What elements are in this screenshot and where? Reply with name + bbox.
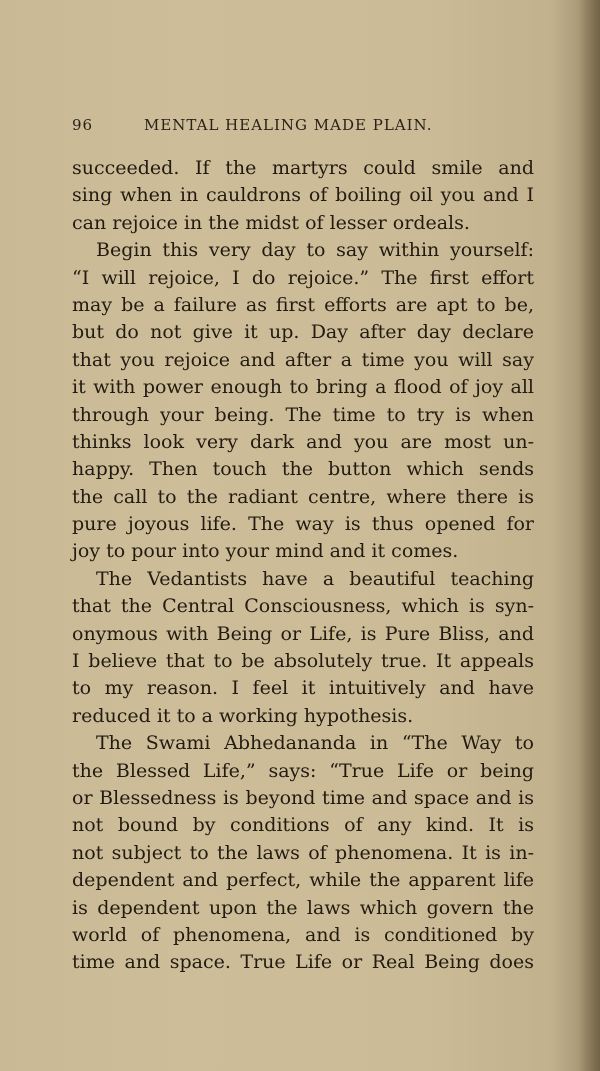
text-line: pure joyous life. The way is thus opened for xyxy=(72,513,534,536)
text-line: but do not give it up. Day after day declare xyxy=(72,321,534,344)
text-line: onymous with Being or Life, is Pure Bliss, and xyxy=(72,622,534,645)
text-line: dependent and perfect, while the apparent life xyxy=(72,869,534,892)
text-line: may be a failure as first efforts are apt to be, xyxy=(72,293,534,316)
running-title: MENTAL HEALING MADE PLAIN. xyxy=(144,116,433,134)
text-line: that you rejoice and after a time you will say xyxy=(72,348,534,371)
page-number: 96 xyxy=(72,116,94,134)
text-line: or Blessedness is beyond time and space and is xyxy=(72,786,534,809)
text-line: thinks look very dark and you are most un- xyxy=(72,430,534,453)
text-line: can rejoice in the midst of lesser ordeals. xyxy=(72,211,470,234)
running-head xyxy=(72,114,542,140)
text-line: “I will rejoice, I do rejoice.” The first effort xyxy=(72,266,534,289)
text-line: through your being. The time to try is when xyxy=(72,403,534,426)
text-line: is dependent upon the laws which govern the xyxy=(72,896,534,919)
text-line: world of phenomena, and is conditioned by xyxy=(72,923,534,946)
page-edge-shadow xyxy=(578,0,600,1071)
body-text xyxy=(72,155,534,977)
text-line: time and space. True Life or Real Being does xyxy=(72,951,534,974)
text-line: happy. Then touch the button which sends xyxy=(72,458,534,481)
paragraph-first-line: The Vedantists have a beautiful teaching xyxy=(96,567,534,590)
text-line: succeeded. If the martyrs could smile and xyxy=(72,157,534,179)
text-line: that the Central Consciousness, which is syn- xyxy=(72,595,534,618)
paragraph-first-line: The Swami Abhedananda in “The Way to xyxy=(96,732,534,755)
text-line: it with power enough to bring a flood of joy all xyxy=(72,376,534,399)
text-line: sing when in cauldrons of boiling oil you and I xyxy=(72,184,534,207)
paragraph-first-line: Begin this very day to say within yourself: xyxy=(96,239,534,262)
text-line: joy to pour into your mind and it comes. xyxy=(72,540,459,563)
text-line: not bound by conditions of any kind. It is xyxy=(72,814,534,837)
text-line: the call to the radiant centre, where there is xyxy=(72,485,534,508)
text-line: not subject to the laws of phenomena. It is in- xyxy=(72,841,534,864)
text-line: to my reason. I feel it intuitively and have xyxy=(72,677,534,700)
text-line: reduced it to a working hypothesis. xyxy=(72,704,414,727)
text-line: the Blessed Life,” says: “True Life or being xyxy=(72,759,534,782)
text-line: I believe that to be absolutely true. It appeals xyxy=(72,650,534,673)
